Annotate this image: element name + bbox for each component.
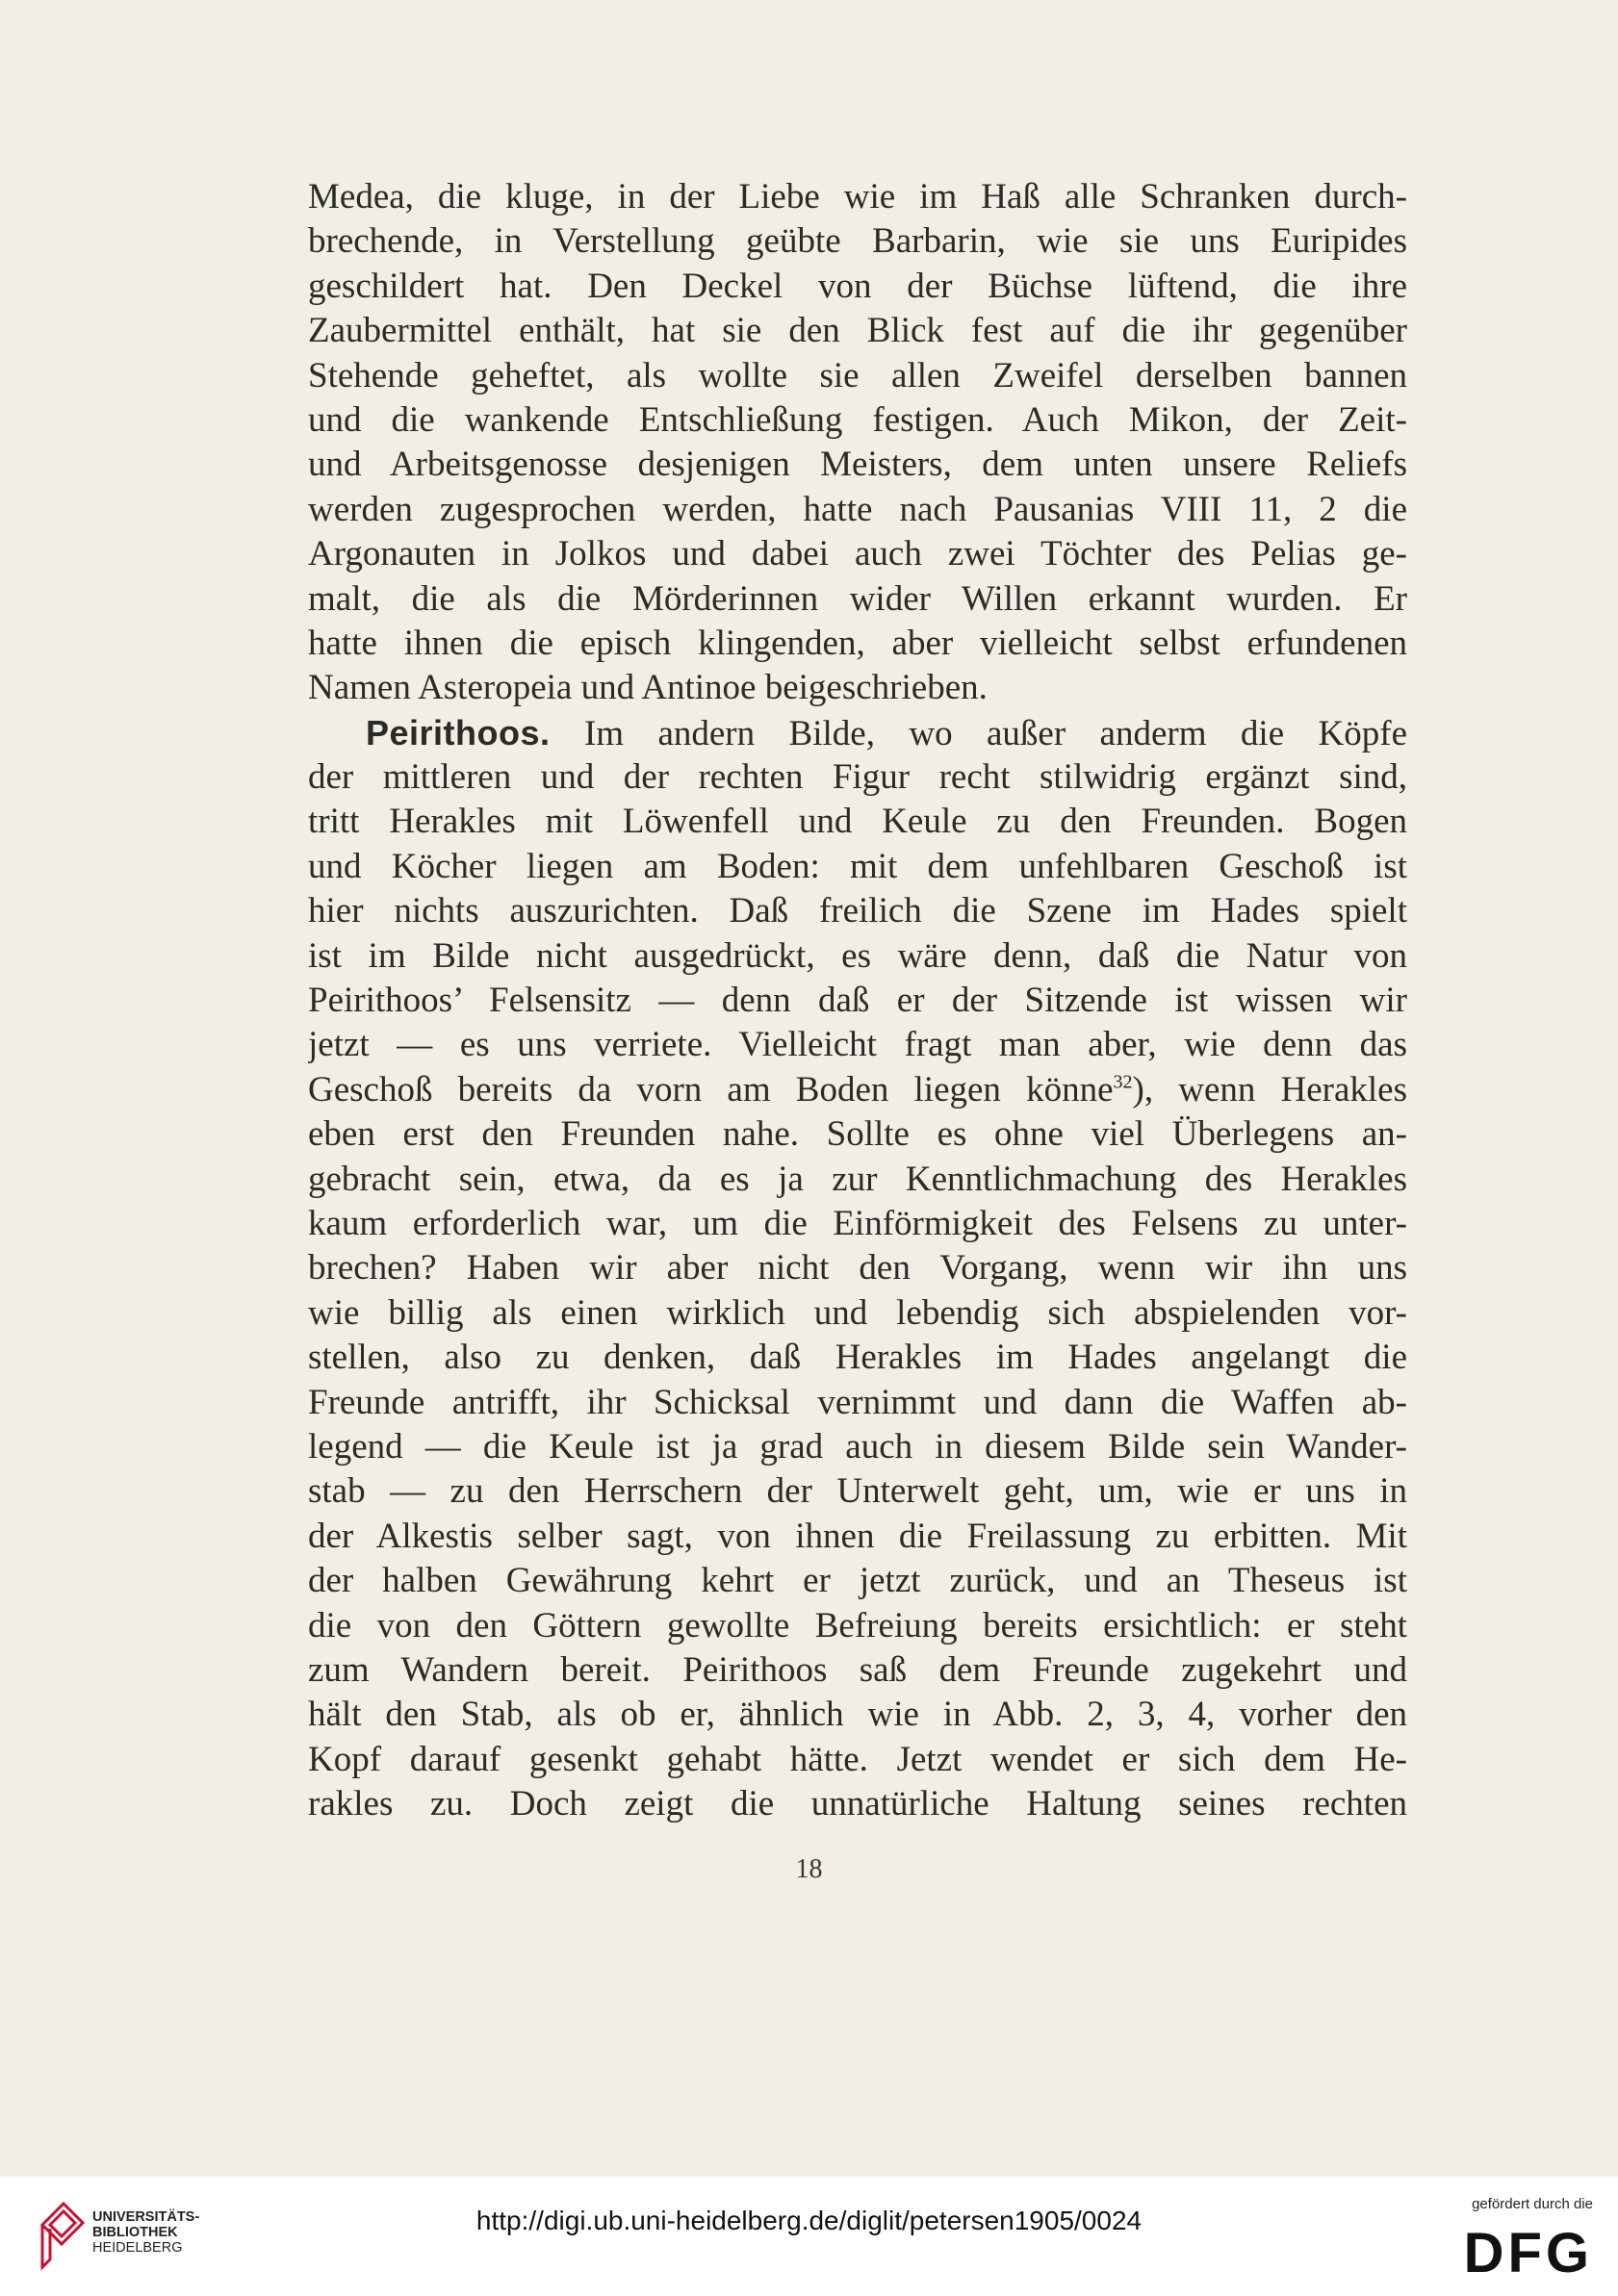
- sponsor-label: gefördert durch die: [1472, 2196, 1593, 2212]
- library-name-line: BIBLIOTHEK: [92, 2225, 178, 2240]
- text-line: tritt Herakles mit Löwenfell und Keule zu den Freunden. Bogen: [308, 802, 1407, 842]
- text-line: Freunde antrifft, ihr Schicksal vernimmt und dann die Waffen ab-: [308, 1382, 1407, 1422]
- text-line: stab — zu den Herrschern der Unterwelt geht, um, wie er uns in: [308, 1471, 1407, 1512]
- text-line: Argonauten in Jolkos und dabei auch zwei Töchter des Pelias ge-: [308, 534, 1407, 574]
- text-line: brechende, in Verstellung geübte Barbarin, wie sie uns Euripides: [308, 221, 1407, 262]
- text-line: der Alkestis selber sagt, von ihnen die Freilassung zu erbitten. Mit: [308, 1516, 1407, 1556]
- text-line: legend — die Keule ist ja grad auch in diesem Bilde sein Wander-: [308, 1426, 1407, 1467]
- text-line: stellen, also zu denken, daß Herakles im Hades angelangt die: [308, 1338, 1407, 1378]
- text-line: Kopf darauf gesenkt gehabt hätte. Jetzt wendet er sich dem He-: [308, 1739, 1407, 1779]
- section-heading-line: [308, 711, 1407, 755]
- text-line: wie billig als einen wirklich und lebendig sich abspielenden vor-: [308, 1292, 1407, 1333]
- text-line: jetzt — es uns verriete. Vielleicht fragt man aber, wie denn das: [308, 1025, 1407, 1065]
- footnote-line-before: Geschoß bereits da vorn am Boden liegen könne: [308, 1069, 1114, 1110]
- text-line: gebracht sein, etwa, da es ja zur Kenntlichmachung des Herakles: [308, 1159, 1407, 1199]
- body-text: [308, 175, 1407, 1826]
- text-line: und Arbeitsgenosse desjenigen Meisters, dem unten unsere Reliefs: [308, 445, 1407, 485]
- text-line: malt, die als die Mörderinnen wider Willen erkannt wurden. Er: [308, 578, 1407, 619]
- page-number: 18: [795, 1854, 823, 1884]
- text-line: ist im Bilde nicht ausgedrückt, es wäre denn, daß die Natur von: [308, 935, 1407, 976]
- section-heading: Peirithoos.: [366, 712, 551, 753]
- footnote-reference: 32: [1113, 1071, 1133, 1093]
- text-line: brechen? Haben wir aber nicht den Vorgang, wenn wir ihn uns: [308, 1248, 1407, 1288]
- dfg-logo: DFG: [1463, 2222, 1593, 2284]
- text-line: rakles zu. Doch zeigt die unnatürliche Haltung seines rechten: [308, 1784, 1407, 1824]
- text-line: kaum erforderlich war, um die Einförmigkeit des Felsens zu unter-: [308, 1203, 1407, 1243]
- text-line: hatte ihnen die episch klingenden, aber vielleicht selbst erfundenen: [308, 623, 1407, 663]
- footnote-line-after: ), wenn Herakles: [1132, 1069, 1407, 1110]
- text-line: hier nichts auszurichten. Daß freilich die Szene im Hades spielt: [308, 891, 1407, 931]
- text-line: zum Wandern bereit. Peirithoos saß dem Freunde zugekehrt und: [308, 1649, 1407, 1690]
- text-line: hält den Stab, als ob er, ähnlich wie in Abb. 2, 3, 4, vorher den: [308, 1695, 1407, 1735]
- footer-bar: [0, 2177, 1618, 2296]
- heading-line-text: Im andern Bilde, wo außer anderm die Köpfe: [550, 713, 1407, 753]
- text-line: eben erst den Freunden nahe. Sollte es ohne viel Überlegens an-: [308, 1114, 1407, 1155]
- text-line: Medea, die kluge, in der Liebe wie im Haß alle Schranken durch-: [308, 177, 1407, 217]
- library-name-line: UNIVERSITÄTS-: [92, 2209, 200, 2225]
- text-line: die von den Göttern gewollte Befreiung bereits ersichtlich: er steht: [308, 1605, 1407, 1645]
- text-line: geschildert hat. Den Deckel von der Büchse lüftend, die ihre: [308, 266, 1407, 306]
- text-line: Zaubermittel enthält, hat sie den Blick fest auf die ihr gegenüber: [308, 311, 1407, 351]
- library-name-line: HEIDELBERG: [92, 2240, 183, 2256]
- text-line: Stehende geheftet, als wollte sie allen Zweifel derselben bannen: [308, 355, 1407, 395]
- text-line: werden zugesprochen werden, hatte nach Pausanias VIII 11, 2 die: [308, 489, 1407, 529]
- text-line: und die wankende Entschließung festigen. Auch Mikon, der Zeit-: [308, 399, 1407, 440]
- text-line: Namen Asteropeia und Antinoe beigeschrieben.: [308, 668, 988, 708]
- source-url-link[interactable]: http://digi.ub.uni-heidelberg.de/diglit/petersen1905/0024: [475, 2206, 1143, 2235]
- text-line: Peirithoos’ Felsensitz — denn daß er der Sitzende ist wissen wir: [308, 981, 1407, 1021]
- text-line: der halben Gewährung kehrt er jetzt zurück, und an Theseus ist: [308, 1561, 1407, 1601]
- text-line: der mittleren und der rechten Figur recht stilwidrig ergänzt sind,: [308, 757, 1407, 798]
- text-line-with-footnote: [308, 1068, 1407, 1112]
- text-line: und Köcher liegen am Boden: mit dem unfehlbaren Geschoß ist: [308, 846, 1407, 886]
